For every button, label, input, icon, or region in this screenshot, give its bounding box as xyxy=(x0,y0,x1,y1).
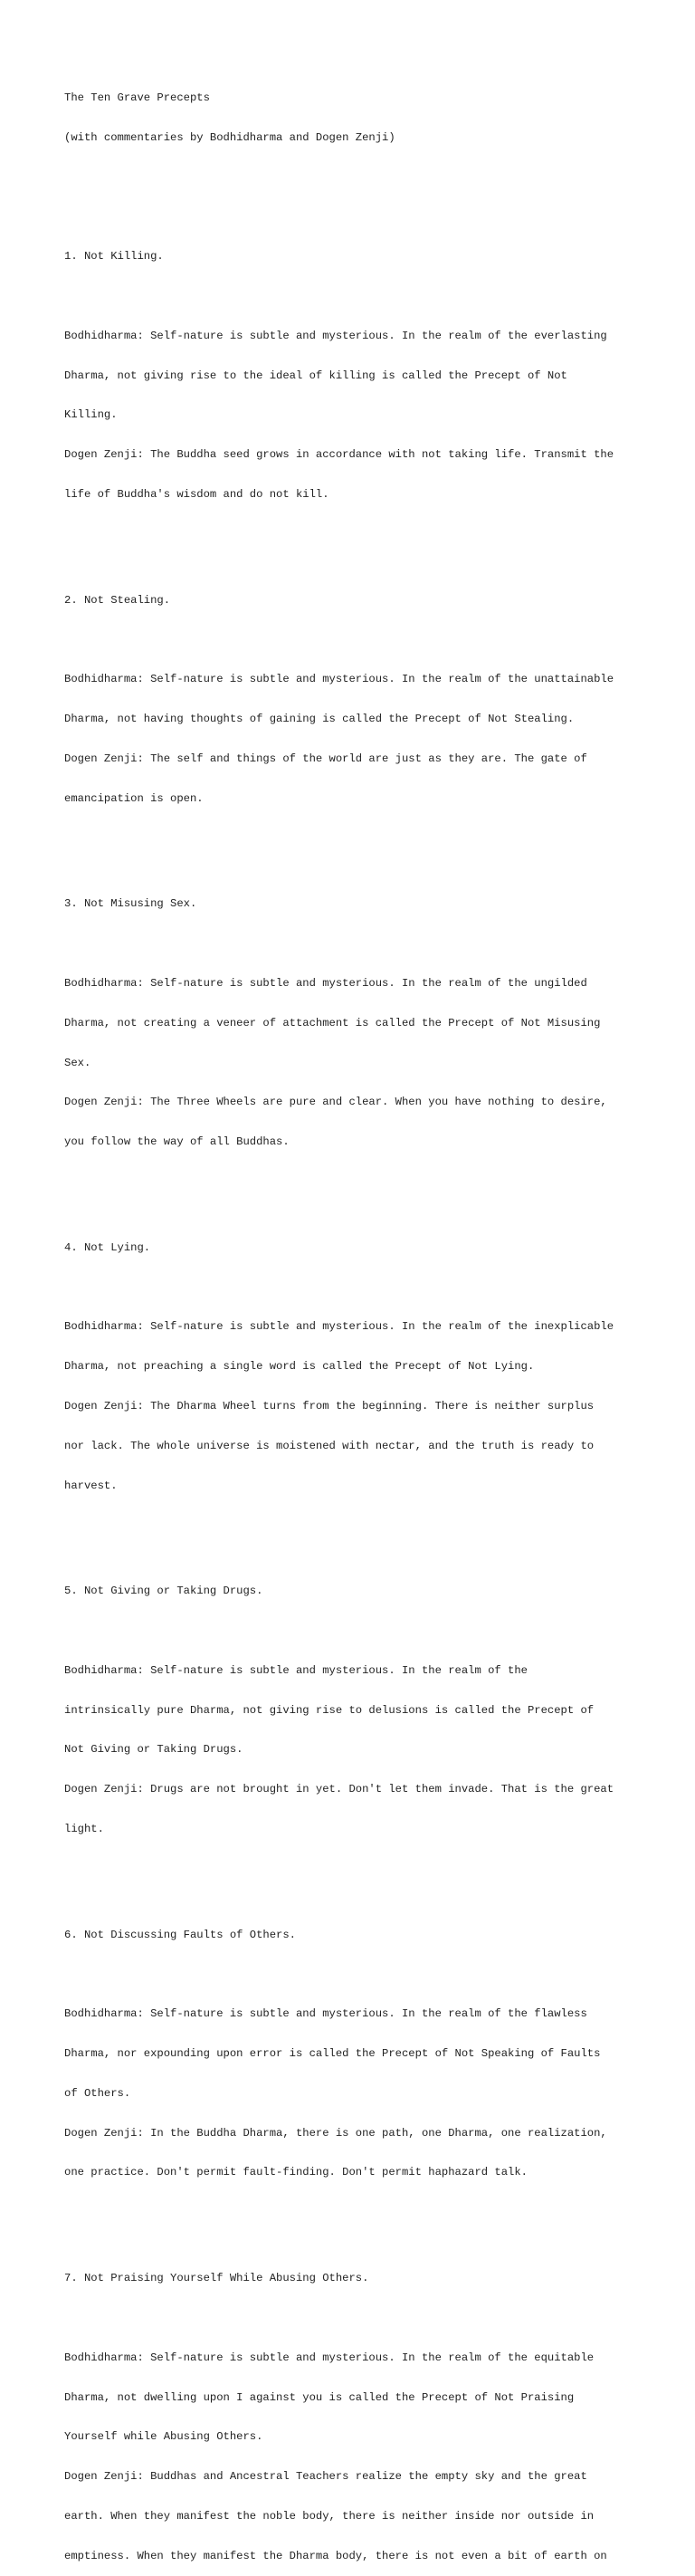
spacer xyxy=(64,1281,662,1295)
commentary-line: Sex. xyxy=(64,1056,91,1069)
commentary-line: Bodhidharma: Self-nature is subtle and mysterious. In the realm of the everlasting xyxy=(64,329,607,342)
precept-heading: 3. Not Misusing Sex. xyxy=(64,897,197,911)
commentary-line: Bodhidharma: Self-nature is subtle and mysterious. In the realm of the inexplicable xyxy=(64,1320,614,1334)
commentary-line: earth. When they manifest the noble body, there is neither inside nor outside in xyxy=(64,2509,595,2523)
spacer xyxy=(64,1518,662,1532)
document-page xyxy=(64,65,662,2576)
document-title: The Ten Grave Precepts xyxy=(64,91,210,105)
spacer xyxy=(64,171,662,197)
commentary-line: one practice. Don't permit fault-finding. Don't permit haphazard talk. xyxy=(64,2166,528,2179)
commentary-line: Not Giving or Taking Drugs. xyxy=(64,1743,243,1757)
commentary-line: of Others. xyxy=(64,2086,131,2100)
commentary-line: harvest. xyxy=(64,1479,118,1492)
commentary-line: Dogen Zenji: In the Buddha Dharma, there is one path, one Dharma, one realization, xyxy=(64,2126,607,2140)
commentary-line: Dharma, nor expounding upon error is called the Precept of Not Speaking of Faults xyxy=(64,2047,601,2061)
precept-heading: 4. Not Lying. xyxy=(64,1240,151,1254)
commentary-line: Dogen Zenji: Buddhas and Ancestral Teachers realize the empty sky and the great xyxy=(64,2470,587,2484)
commentary-line: you follow the way of all Buddhas. xyxy=(64,1135,290,1149)
commentary-line: Killing. xyxy=(64,408,118,422)
spacer xyxy=(64,937,662,951)
spacer xyxy=(64,1175,662,1189)
commentary-line: emptiness. When they manifest the Dharma body, there is not even a bit of earth on xyxy=(64,2549,607,2562)
precept-heading: 1. Not Killing. xyxy=(64,250,164,263)
commentary-line: Yourself while Abusing Others. xyxy=(64,2430,263,2444)
commentary-line: Bodhidharma: Self-nature is subtle and mysterious. In the realm of the equitable xyxy=(64,2351,595,2364)
commentary-line: Bodhidharma: Self-nature is subtle and mysterious. In the realm of the ungilded xyxy=(64,976,587,990)
spacer xyxy=(64,290,662,303)
spacer xyxy=(64,831,662,845)
commentary-line: emancipation is open. xyxy=(64,791,204,805)
precept-heading: 6. Not Discussing Faults of Others. xyxy=(64,1928,296,1941)
spacer xyxy=(64,2312,662,2325)
commentary-line: intrinsically pure Dharma, not giving rise to delusions is called the Precept of xyxy=(64,1703,595,1717)
precept-heading: 2. Not Stealing. xyxy=(64,593,171,607)
commentary-line: Dogen Zenji: The self and things of the world are just as they are. The gate of xyxy=(64,752,587,765)
commentary-line: light. xyxy=(64,1822,104,1835)
precept-heading: 7. Not Praising Yourself While Abusing Others. xyxy=(64,2272,369,2285)
commentary-line: Dharma, not dwelling upon I against you is called the Precept of Not Praising xyxy=(64,2390,575,2404)
spacer xyxy=(64,528,662,541)
commentary-line: Bodhidharma: Self-nature is subtle and mysterious. In the realm of the flawless xyxy=(64,2007,587,2021)
commentary-line: nor lack. The whole universe is moistened with nectar, and the truth is ready to xyxy=(64,1439,595,1452)
spacer xyxy=(64,1863,662,1876)
spacer xyxy=(64,634,662,647)
precept-heading: 5. Not Giving or Taking Drugs. xyxy=(64,1585,263,1598)
spacer xyxy=(64,1968,662,1982)
commentary-line: Dogen Zenji: The Dharma Wheel turns from the beginning. There is neither surplus xyxy=(64,1399,595,1412)
commentary-line: Dharma, not giving rise to the ideal of killing is called the Precept of Not xyxy=(64,369,567,382)
commentary-line: Bodhidharma: Self-nature is subtle and mysterious. In the realm of the unattainable xyxy=(64,673,614,686)
commentary-line: Dharma, not having thoughts of gaining is called the Precept of Not Stealing. xyxy=(64,713,575,726)
commentary-line: Dogen Zenji: Drugs are not brought in yet. Don't let them invade. That is the great xyxy=(64,1783,614,1796)
commentary-line: Dharma, not preaching a single word is called the Precept of Not Lying. xyxy=(64,1360,535,1374)
commentary-line: Dogen Zenji: The Buddha seed grows in accordance with not taking life. Transmit the xyxy=(64,448,614,462)
commentary-line: life of Buddha's wisdom and do not kill. xyxy=(64,488,329,501)
spacer xyxy=(64,1624,662,1638)
commentary-line: Dharma, not creating a veneer of attachment is called the Precept of Not Misusing xyxy=(64,1016,601,1029)
commentary-line: Dogen Zenji: The Three Wheels are pure and clear. When you have nothing to desire, xyxy=(64,1096,607,1109)
commentary-line: Bodhidharma: Self-nature is subtle and mysterious. In the realm of the xyxy=(64,1663,528,1677)
spacer xyxy=(64,2206,662,2219)
document-subtitle: (with commentaries by Bodhidharma and Dogen Zenji) xyxy=(64,130,395,144)
